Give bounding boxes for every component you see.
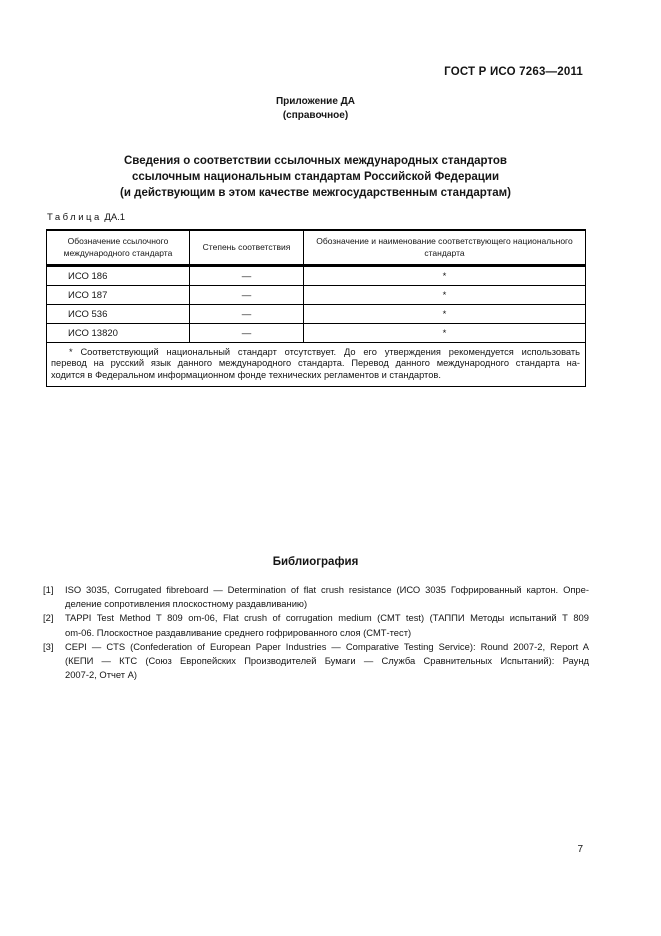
table-row bbox=[47, 305, 586, 324]
cell-degree: — bbox=[190, 266, 304, 286]
page-number: 7 bbox=[577, 844, 583, 855]
bibliography-entry bbox=[43, 583, 589, 611]
table-row bbox=[47, 324, 586, 343]
col-header-degree: Степень соответствия bbox=[190, 230, 304, 266]
section-title-line-1: Сведения о соответствии ссылочных международных стандартов bbox=[123, 155, 507, 167]
bibliography-line: деление сопротивления плоскостному раздавливанию) bbox=[65, 598, 308, 610]
bibliography-heading: Библиография bbox=[272, 556, 359, 568]
cell-standard: ИСО 187 bbox=[47, 286, 190, 305]
section-title bbox=[46, 153, 585, 201]
table-footnote-row bbox=[47, 343, 586, 387]
cell-national: * bbox=[304, 324, 586, 343]
footnote-line: * Соответствующий национальный стандарт отсутствует. До его утверждения рекомендуется использовать bbox=[69, 347, 580, 357]
bibliography-entry bbox=[43, 611, 589, 639]
bibliography-line: (КЕПИ — КТС (Союз Европейских Производителей Бумаги — Служба Сравнительных Испытаний): Раунд bbox=[65, 655, 589, 667]
cell-standard: ИСО 536 bbox=[47, 305, 190, 324]
cell-degree: — bbox=[190, 305, 304, 324]
section-title-line-2: ссылочным национальным стандартам Российской Федерации bbox=[131, 171, 500, 183]
doc-code: ГОСТ Р ИСО 7263—2011 bbox=[444, 66, 583, 78]
bibliography-line: CEPI — CTS (Confederation of European Paper Industries — Comparative Testing Service): Round 2007-2, Report A bbox=[65, 640, 589, 652]
col-header-international-standard: Обозначение ссылочного международного стандарта bbox=[47, 230, 190, 266]
correspondence-table bbox=[46, 229, 586, 387]
cell-standard: ИСО 13820 bbox=[47, 324, 190, 343]
table-label-number: ДА.1 bbox=[104, 212, 126, 223]
table-row bbox=[47, 266, 586, 286]
col-header-national-standard: Обозначение и наименование соответствующего национального стандарта bbox=[304, 230, 586, 266]
cell-national: * bbox=[304, 266, 586, 286]
footnote-line: ходится в Федеральном информационном фонде технических регламентов и стандартов. bbox=[51, 369, 441, 380]
cell-national: * bbox=[304, 305, 586, 324]
annex-title: Приложение ДА bbox=[275, 96, 356, 107]
table-label-word: Таблица bbox=[47, 212, 102, 223]
cell-national: * bbox=[304, 286, 586, 305]
bibliography-list bbox=[43, 583, 589, 682]
bibliography-entry-text bbox=[65, 583, 589, 611]
annex-heading bbox=[46, 95, 585, 123]
bibliography-entry-number: [3] bbox=[43, 640, 54, 652]
cell-standard: ИСО 186 bbox=[47, 266, 190, 286]
table-row bbox=[47, 286, 586, 305]
bibliography-line: 2007-2, Отчет А) bbox=[65, 669, 138, 681]
bibliography-entry-number: [2] bbox=[43, 612, 54, 624]
table-footnote bbox=[47, 343, 586, 387]
bibliography-entry-text bbox=[65, 640, 589, 683]
bibliography-line: ISO 3035, Corrugated fibreboard — Determination of flat crush resistance (ИСО 3035 Гофрированный картон. Опре- bbox=[65, 584, 589, 595]
annex-subtitle: (справочное) bbox=[282, 110, 349, 121]
cell-degree: — bbox=[190, 286, 304, 305]
section-title-line-3: (и действующим в этом качестве межгосударственным стандартам) bbox=[120, 187, 511, 199]
cell-degree: — bbox=[190, 324, 304, 343]
table-label bbox=[47, 212, 125, 223]
footnote-line: перевод на русский язык данного международного стандарта. Перевод данного международного стандарта на- bbox=[51, 358, 580, 369]
table-header-row bbox=[47, 230, 586, 266]
bibliography-entry bbox=[43, 640, 589, 683]
bibliography-line: TAPPI Test Method T 809 om-06, Flat crush of corrugation medium (CMT test) (ТАППИ Методы испытаний Т 809 bbox=[65, 612, 589, 624]
bibliography-entry-text bbox=[65, 611, 589, 639]
bibliography-entry-number: [1] bbox=[43, 584, 54, 595]
bibliography-line: om-06. Плоскостное раздавливание среднего гофрированного слоя (СМТ-тест) bbox=[65, 626, 412, 638]
